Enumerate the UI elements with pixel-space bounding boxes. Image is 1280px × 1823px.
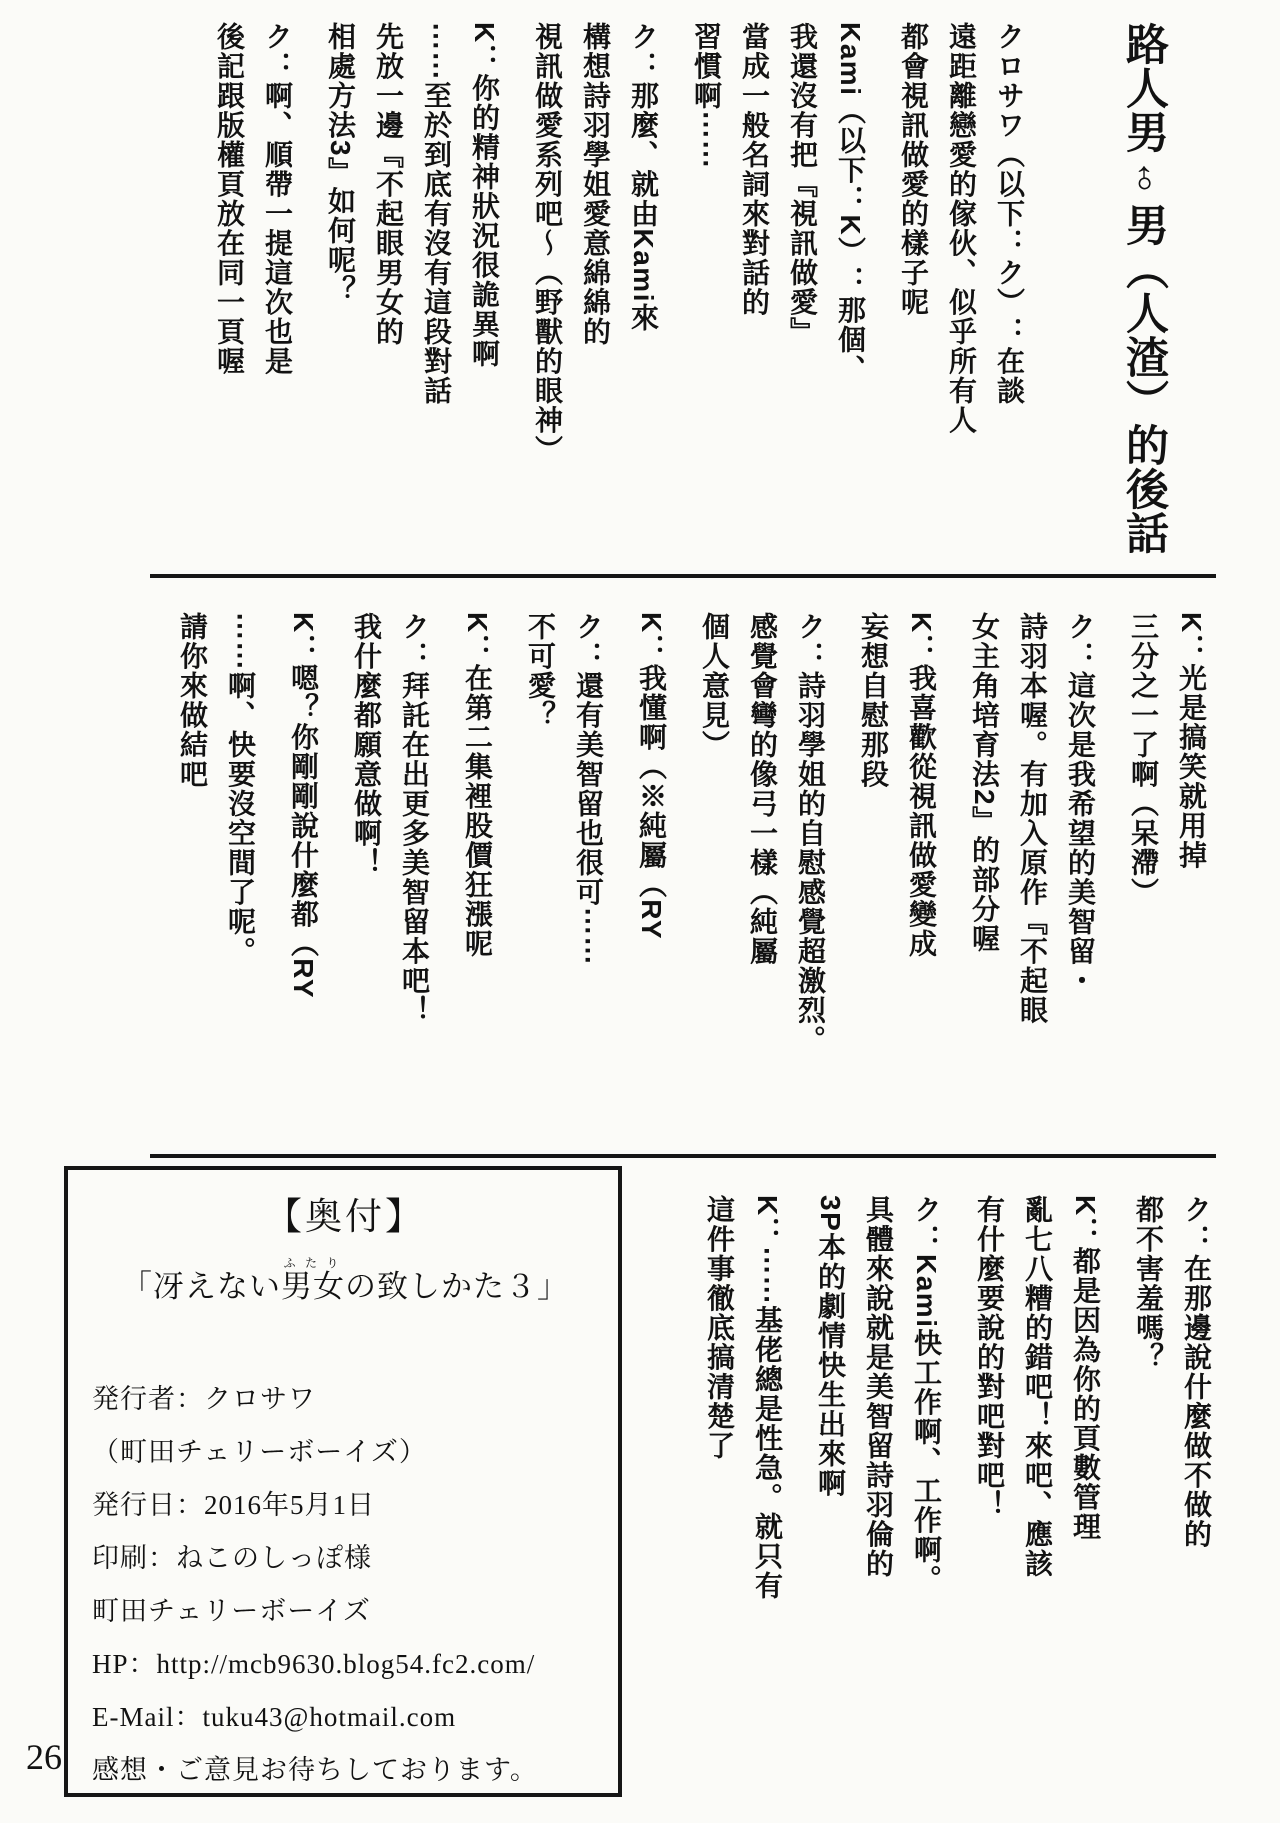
speaker-turn [690,612,834,1112]
dialogue-column: 女主角培育法2』的部分喔 [969,612,1000,954]
speaker-turn [168,612,264,1112]
colophon-line: 印刷：ねこのしっぽ様 [92,1543,372,1573]
dialogue-column: K：嗯？你剛剛說什麼都（RY [288,612,319,1000]
dialogue-column: クロサワ（以下：ク）：在談 [994,22,1025,406]
dialogue-column: ク：啊、順帶一提這次也是 [262,22,293,376]
dialogue-section-middle [153,612,1215,1112]
dialogue-column: 個人意見） [699,612,730,760]
colophon-line: HP：http://mcb9630.blog54.fc2.com/ [92,1649,536,1679]
dialogue-column: 都不害羞嗎？ [1133,1195,1164,1372]
dialogue-column: 亂七八糟的錯吧！來吧、應該 [1022,1195,1053,1579]
speaker-turn [523,22,667,574]
page-number: 26 [26,1737,62,1777]
speaker-turn [1124,1195,1220,1823]
title-text-pre: 路人男 [1120,22,1168,154]
dialogue-column: 不可愛？ [525,612,556,730]
speaker-turn [279,612,327,1112]
dialogue-column: 這件事徹底搞清楚了 [704,1195,735,1461]
colophon-line: E-Mail：tuku43@hotmail.com [92,1702,457,1732]
dialogue-column: 我還沒有把『視訊做愛』 [787,22,818,347]
speaker-turn [849,612,945,1112]
title-text-post: 男（人渣）的後話 [1120,203,1168,555]
dialogue-column: 三分之一了啊（呆滯） [1128,612,1159,907]
dialogue-column: ⋯⋯啊、快要沒空間了呢。 [225,612,256,966]
dialogue-column: K：⋯⋯基佬總是性急。就只有 [752,1195,783,1601]
colophon-line: 町田チェリーボーイズ [92,1596,371,1626]
dialogue-column: K：都是因為你的頁數管理 [1070,1195,1101,1542]
dialogue-column: 感覺會彎的像弓一樣（純屬 [747,612,778,966]
speaker-turn [965,1195,1109,1823]
dialogue-column: 詩羽本喔。有加入原作『不起眼 [1017,612,1048,1025]
male-symbol-icon: ♂ [1109,144,1179,213]
dialogue-column: 妄想自慰那段 [858,612,889,789]
dialogue-section-bottom [680,1195,1220,1823]
dialogue-column: ク：Kami快工作啊、工作啊。 [911,1195,942,1594]
dialogue-column: 視訊做愛系列吧〜（野獸的眼神） [532,22,563,465]
speaker-turn [342,612,438,1112]
colophon-line: 発行日：2016年5月1日 [92,1490,375,1520]
speaker-turn [1119,612,1215,1112]
dialogue-column: ク：在那邊說什麼做不做的 [1181,1195,1212,1549]
speaker-turn [316,22,508,574]
speaker-turn [960,612,1104,1112]
speaker-turn [682,22,874,574]
dialogue-column: ⋯⋯至於到底有沒有這段對話 [421,22,452,406]
dialogue-column: 請你來做結吧 [177,612,208,789]
colophon-lines [92,1373,598,1797]
colophon-line: 感想・ご意見お待ちしております。 [92,1755,538,1785]
dialogue-column: 我什麼都願意做啊！ [351,612,382,878]
book-title-pre: 「冴えない [121,1269,281,1304]
page-title [1109,22,1179,574]
dialogue-column: 都會視訊做愛的樣子呢 [898,22,929,317]
dialogue-column: 習慣啊⋯⋯ [691,22,722,170]
speaker-turn [453,612,501,1112]
speaker-turn [627,612,675,1112]
colophon-header: 【奥付】 [265,1197,425,1238]
dialogue-column: ク：這次是我希望的美智留・ [1065,612,1096,996]
dialogue-column: 後記跟版權頁放在同一頁喔 [214,22,245,376]
dialogue-column: K：我懂啊（※純屬（RY [636,612,667,941]
dialogue-column: ク：還有美智留也很可⋯⋯ [573,612,604,966]
dialogue-column: 3P本的劇情快生出來啊 [815,1195,846,1498]
speaker-turn [205,22,301,574]
section-divider-top [150,574,1216,578]
book-title-ruby [281,1256,345,1304]
dialogue-column: K：你的精神狀況很詭異啊 [469,22,500,369]
dialogue-section-top [190,22,1179,574]
speaker-turn [516,612,612,1112]
speaker-turn [889,22,1033,574]
dialogue-column: 構想詩羽學姐愛意綿綿的 [580,22,611,347]
dialogue-column: 具體來說就是美智留詩羽倫的 [863,1195,894,1579]
colophon-line: （町田チェリーボーイズ） [92,1437,427,1467]
dialogue-column: 有什麼要說的對吧對吧！ [974,1195,1005,1520]
dialogue-column: Kami（以下：K）：那個、 [835,22,866,384]
speaker-turn [806,1195,950,1823]
dialogue-column: K：我喜歡從視訊做愛變成 [906,612,937,959]
dialogue-column: ク：詩羽學姐的自慰感覺超激烈。 [795,612,826,1055]
book-title-ruby-text: ふたり [281,1256,345,1270]
book-title-post: の致しかた３」 [345,1269,569,1304]
dialogue-column: ク：拜託在出更多美智留本吧！ [399,612,430,1025]
dialogue-column: K：光是搞笑就用掉 [1176,612,1207,870]
colophon-line: 発行者：クロサワ [92,1384,316,1414]
book-title-ruby-base: 男女 [281,1269,345,1304]
dialogue-column: ク：那麼、就由Kami來 [628,22,659,333]
dialogue-column: 相處方法3』如何呢？ [325,22,356,305]
section-divider-bottom [150,1154,1216,1158]
dialogue-column: 先放一邊『不起眼男女的 [373,22,404,347]
dialogue-column: 當成一般名詞來對話的 [739,22,770,317]
speaker-turn [695,1195,791,1823]
colophon-book-title [92,1256,598,1313]
colophon-box [64,1166,622,1797]
dialogue-column: 遠距離戀愛的傢伙、似乎所有人 [946,22,977,435]
dialogue-column: K：在第二集裡股價狂漲呢 [462,612,493,959]
